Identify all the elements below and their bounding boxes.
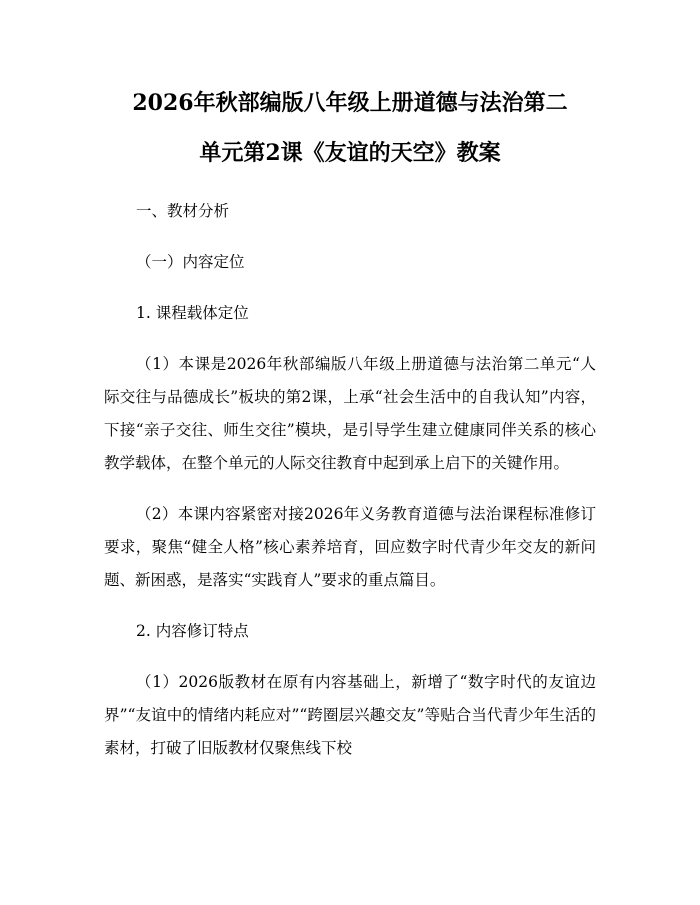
title-line-1: 2026年秋部编版八年级上册道德与法治第二 [132,90,568,116]
paragraph-revision-content: （1）2026版教材在原有内容基础上，新增了“数字时代的友谊边界”“友谊中的情绪内耗应对”“跨圈层兴趣交友”等贴合当代青少年生活的素材，打破了旧版教材仅聚焦线下校 [104,673,596,757]
paragraph-curriculum-standard: （2）本课内容紧密对接2026年义务教育道德与法治课程标准修订要求，聚焦“健全人格”核心素养培育，回应数字时代青少年交友的新问题、新困惑，是落实“实践育人”要求的重点篇目。 [104,505,596,589]
paragraph-course-position: （1）本课是2026年秋部编版八年级上册道德与法治第二单元“人际交往与品德成长”板块的第2课，上承“社会生活中的自我认知”内容，下接“亲子交往、师生交往”模块，是引导学生建立健康同伴关系的核心教学载体，在整个单元的人际交往教育中起到承上启下的关键作用。 [104,355,596,472]
document-title [104,0,596,178]
heading-course-carrier: 1. 课程载体定位 [136,304,249,322]
heading-textbook-analysis: 一、教材分析 [136,202,230,220]
heading-revision-features: 2. 内容修订特点 [136,622,249,640]
title-line-2: 单元第2课《友谊的天空》教案 [199,140,501,166]
heading-content-positioning: （一）内容定位 [136,253,245,271]
